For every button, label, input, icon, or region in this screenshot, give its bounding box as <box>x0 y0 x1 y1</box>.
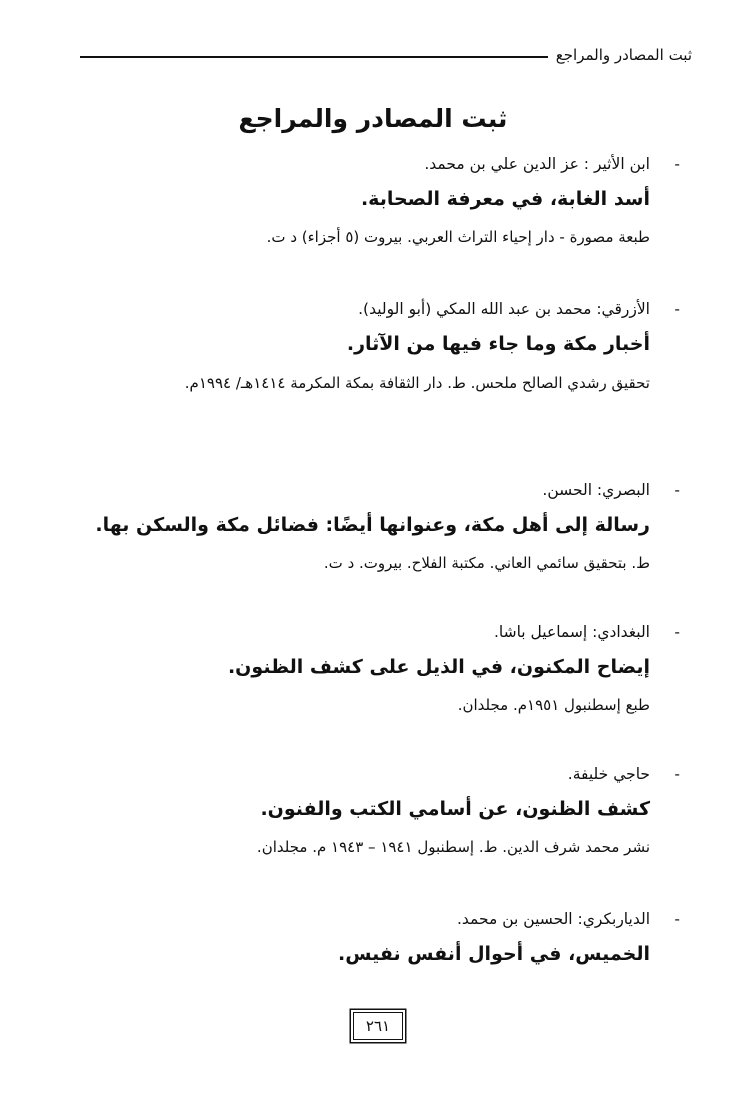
page-number: ٢٦١ <box>353 1012 403 1040</box>
entry-dash: - <box>674 623 680 641</box>
header-rule <box>80 56 548 58</box>
entry-dash: - <box>674 910 680 928</box>
entry-publication: طبعة مصورة - دار إحياء التراث العربي. بيروت (٥ أجزاء) د ت. <box>266 228 650 246</box>
entry-publication: تحقيق رشدي الصالح ملحس. ط. دار الثقافة بمكة المكرمة ١٤١٤هـ/ ١٩٩٤م. <box>184 374 650 392</box>
entry-publication: ط. بتحقيق سائمي العاني. مكتبة الفلاح. بيروت. د ت. <box>323 554 650 572</box>
entry-author: - ابن الأثير : عز الدين علي بن محمد. <box>424 155 680 173</box>
entry-publication: طبع إسطنبول ١٩٥١م. مجلدان. <box>457 696 650 714</box>
bibliography-entry-2 <box>90 300 680 405</box>
entry-publication: نشر محمد شرف الدين. ط. إسطنبول ١٩٤١ – ١٩٤٣ م. مجلدان. <box>256 838 650 856</box>
running-header-title: ثبت المصادر والمراجع <box>555 46 692 64</box>
entry-author: - البغدادي: إسماعيل باشا. <box>493 623 680 641</box>
bibliography-entry-6 <box>90 910 680 965</box>
bibliography-entry-3 <box>90 481 680 572</box>
entry-author: - الدياربكري: الحسين بن محمد. <box>456 910 680 928</box>
bibliography-entry-1 <box>90 155 680 246</box>
entry-dash: - <box>674 300 680 318</box>
entry-book-title: الخميس، في أحوال أنفس نفيس. <box>338 943 650 965</box>
entry-book-title: إيضاح المكنون، في الذيل على كشف الظنون. <box>227 656 650 678</box>
entry-dash: - <box>674 481 680 499</box>
page-title: ثبت المصادر والمراجع <box>238 104 508 133</box>
entry-author: - البصري: الحسن. <box>542 481 680 499</box>
bibliography-entry-5 <box>90 765 680 856</box>
entry-dash: - <box>674 765 680 783</box>
entry-book-title: أسد الغابة، في معرفة الصحابة. <box>360 188 650 210</box>
bibliography-entry-4 <box>90 623 680 714</box>
entry-book-title: كشف الظنون، عن أسامي الكتب والفنون. <box>260 798 650 820</box>
running-header <box>80 46 692 64</box>
entry-author: - الأزرقي: محمد بن عبد الله المكي (أبو الوليد). <box>358 300 680 318</box>
entry-author: - حاجي خليفة. <box>567 765 680 783</box>
entry-book-title: أخبار مكة وما جاء فيها من الآثار. <box>346 333 650 355</box>
entry-dash: - <box>674 155 680 173</box>
entry-book-title: رسالة إلى أهل مكة، وعنوانها أيضًا: فضائل مكة والسكن بها. <box>95 514 650 536</box>
